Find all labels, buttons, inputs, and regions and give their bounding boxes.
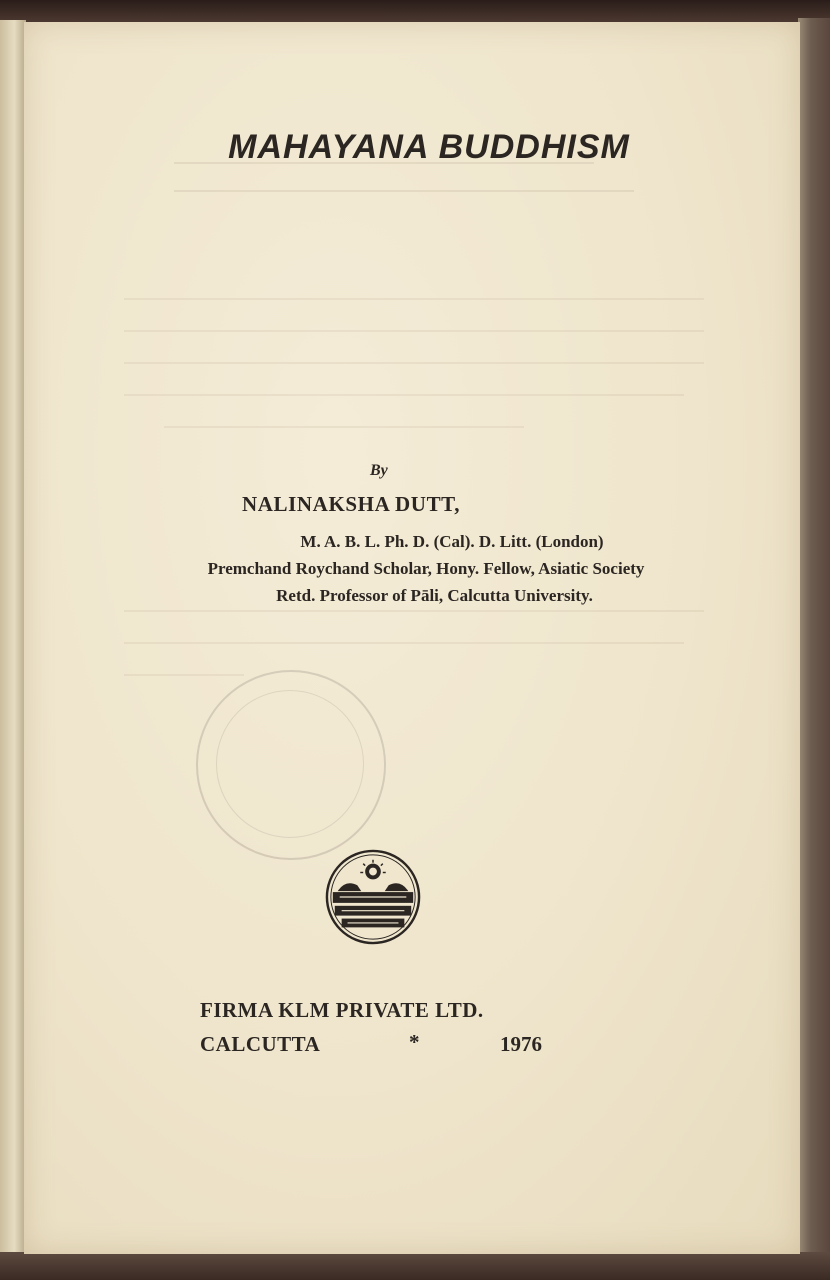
- book-cover-edge: [798, 18, 830, 1258]
- show-through-texture: [24, 22, 800, 1254]
- author-name: NALINAKSHA DUTT,: [242, 492, 461, 516]
- background-bottom: [0, 1252, 830, 1280]
- background-top: [0, 0, 830, 22]
- author-degrees: M. A. B. L. Ph. D. (Cal). D. Litt. (London): [300, 532, 604, 551]
- separator-star: *: [409, 1030, 420, 1054]
- publisher-name: FIRMA KLM PRIVATE LTD.: [200, 998, 484, 1022]
- title-page: [24, 22, 800, 1254]
- previous-page-edge: [0, 20, 26, 1255]
- stamp-inner-ring: [216, 690, 364, 838]
- author-honors: Premchand Roychand Scholar, Hony. Fellow, Asiatic Society: [207, 559, 645, 578]
- faded-library-stamp: [196, 670, 386, 860]
- book-title: MAHAYANA BUDDHISM: [228, 128, 630, 166]
- publication-year: 1976: [500, 1032, 542, 1056]
- publisher-city: CALCUTTA: [200, 1032, 321, 1056]
- publisher-emblem-icon: [324, 848, 422, 946]
- author-position: Retd. Professor of Pāli, Calcutta University.: [276, 586, 593, 605]
- byline: By: [370, 462, 388, 479]
